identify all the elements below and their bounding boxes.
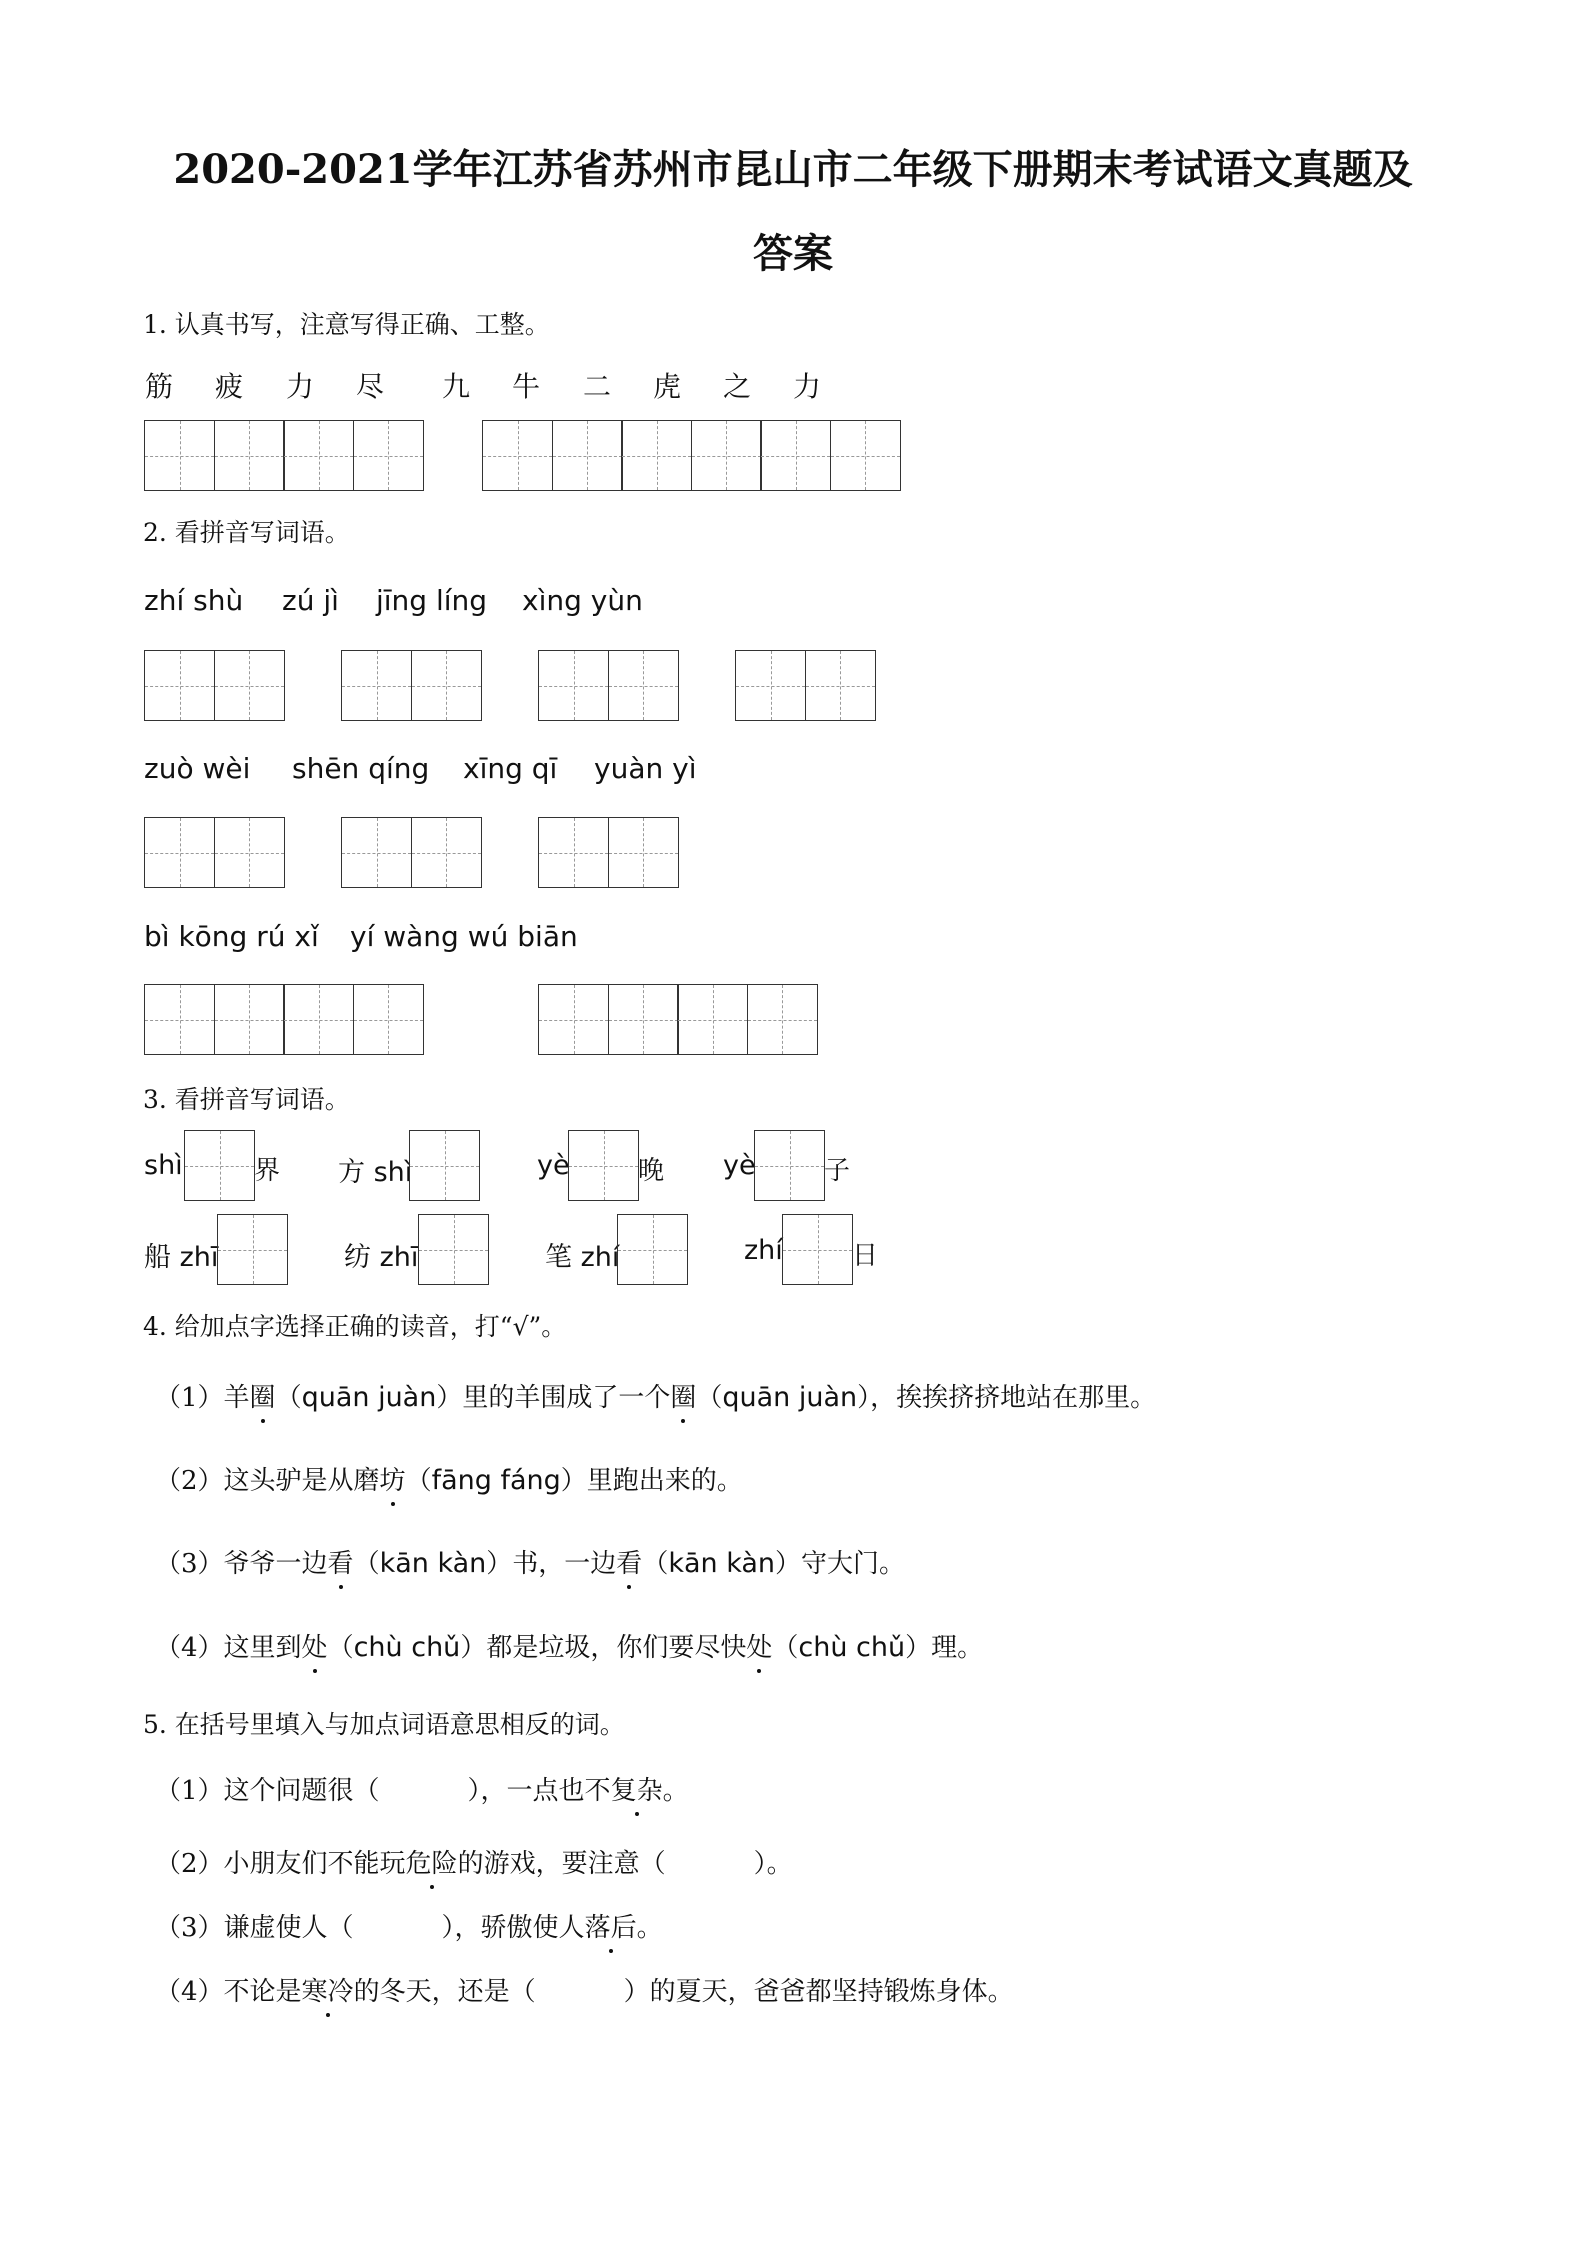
pinyin-label: zhí shù xyxy=(144,584,244,617)
tian-grid-cell[interactable] xyxy=(608,650,679,721)
page-title: 2020-2021学年江苏省苏州市昆山市二年级下册期末考试语文真题及 xyxy=(173,146,1413,193)
q1-char: 筋 xyxy=(145,370,174,403)
writing-grid-q3[interactable] xyxy=(217,1214,288,1285)
q3-prefix: yè xyxy=(537,1150,570,1181)
pinyin-label: jīng líng xyxy=(376,584,488,617)
tian-grid-cell[interactable] xyxy=(144,420,215,491)
tian-grid-cell[interactable] xyxy=(214,984,285,1055)
dotted-character: 看 xyxy=(327,1549,354,1579)
q1-char: 力 xyxy=(286,370,315,403)
q4-sentence-1: （1）羊圈（quān juàn）里的羊围成了一个圈（quān juàn），挨挨挤挤地站在那里。 xyxy=(155,1382,1157,1413)
tian-grid-cell[interactable] xyxy=(568,1130,639,1201)
tian-grid-cell[interactable] xyxy=(691,420,762,491)
q3-prefix: 笔 zhí xyxy=(545,1242,620,1273)
q5-sentence-2: （2）小朋友们不能玩危险的游戏，要注意（ ）。 xyxy=(155,1849,793,1879)
q3-prefix: shì xyxy=(144,1150,183,1181)
q3-suffix: 晚 xyxy=(638,1156,665,1186)
tian-grid-cell[interactable] xyxy=(418,1214,489,1285)
pinyin-choice[interactable]: quān juàn xyxy=(722,1382,858,1413)
tian-grid-cell[interactable] xyxy=(735,650,806,721)
q1-char: 二 xyxy=(583,370,612,403)
question-1-heading: 1. 认真书写，注意写得正确、工整。 xyxy=(143,310,550,339)
tian-grid-cell[interactable] xyxy=(217,1214,288,1285)
pinyin-label: bì kōng rú xǐ xyxy=(144,920,319,953)
writing-grid-q2[interactable] xyxy=(538,817,679,888)
question-2-heading: 2. 看拼音写词语。 xyxy=(143,518,350,547)
tian-grid-cell[interactable] xyxy=(782,1214,853,1285)
pinyin-label: xīng qī xyxy=(463,752,558,785)
pinyin-choice[interactable]: fāng fáng xyxy=(431,1465,561,1496)
tian-grid-cell[interactable] xyxy=(760,420,831,491)
tian-grid-cell[interactable] xyxy=(805,650,876,721)
question-4-heading: 4. 给加点字选择正确的读音，打“√”。 xyxy=(143,1312,567,1341)
pinyin-choice[interactable]: chù chǔ xyxy=(353,1632,461,1663)
tian-grid-cell[interactable] xyxy=(341,650,412,721)
tian-grid-cell[interactable] xyxy=(411,817,482,888)
tian-grid-cell[interactable] xyxy=(283,984,354,1055)
tian-grid-cell[interactable] xyxy=(538,650,609,721)
q1-char: 尽 xyxy=(356,370,385,403)
tian-grid-cell[interactable] xyxy=(144,817,215,888)
q5-sentence-3: （3）谦虚使人（ ），骄傲使人落后。 xyxy=(155,1913,663,1943)
tian-grid-cell[interactable] xyxy=(353,984,424,1055)
tian-grid-cell[interactable] xyxy=(538,817,609,888)
dotted-character: 圈 xyxy=(249,1383,276,1413)
writing-grid-q2[interactable] xyxy=(735,650,876,721)
writing-grid-q3[interactable] xyxy=(782,1214,853,1285)
writing-grid-q2[interactable] xyxy=(538,984,818,1055)
writing-grid-q2[interactable] xyxy=(341,817,482,888)
q3-suffix: 界 xyxy=(254,1156,281,1186)
writing-grid-q3[interactable] xyxy=(418,1214,489,1285)
tian-grid-cell[interactable] xyxy=(214,817,285,888)
writing-grid-q2[interactable] xyxy=(144,650,285,721)
writing-grid-q1-b[interactable] xyxy=(482,420,901,491)
dotted-character: 处 xyxy=(746,1633,773,1663)
dotted-character: 圈 xyxy=(670,1383,697,1413)
q1-char: 疲 xyxy=(215,370,244,403)
tian-grid-cell[interactable] xyxy=(411,650,482,721)
dotted-word: 复杂 xyxy=(610,1776,663,1806)
pinyin-label: shēn qíng xyxy=(292,752,430,785)
q1-char: 虎 xyxy=(653,370,682,403)
pinyin-choice[interactable]: quān juàn xyxy=(301,1382,437,1413)
q3-suffix: 日 xyxy=(852,1241,879,1271)
pinyin-label: zú jì xyxy=(282,584,339,617)
q3-prefix: 船 zhī xyxy=(144,1242,219,1273)
q3-prefix: 方 shì xyxy=(338,1157,413,1188)
q3-prefix: 纺 zhī xyxy=(344,1242,419,1273)
q3-suffix: 子 xyxy=(824,1156,851,1186)
pinyin-choice[interactable]: chù chǔ xyxy=(798,1632,906,1663)
tian-grid-cell[interactable] xyxy=(830,420,901,491)
q4-sentence-3: （3）爷爷一边看（kān kàn）书，一边看（kān kàn）守大门。 xyxy=(155,1548,906,1579)
writing-grid-q3[interactable] xyxy=(617,1214,688,1285)
tian-grid-cell[interactable] xyxy=(677,984,748,1055)
tian-grid-cell[interactable] xyxy=(353,420,424,491)
dotted-character: 处 xyxy=(301,1633,328,1663)
tian-grid-cell[interactable] xyxy=(144,650,215,721)
tian-grid-cell[interactable] xyxy=(214,420,285,491)
question-3-heading: 3. 看拼音写词语。 xyxy=(143,1085,350,1114)
tian-grid-cell[interactable] xyxy=(617,1214,688,1285)
pinyin-label: yuàn yì xyxy=(594,752,697,785)
tian-grid-cell[interactable] xyxy=(552,420,623,491)
writing-grid-q2[interactable] xyxy=(144,984,424,1055)
q3-prefix: zhí xyxy=(744,1235,783,1266)
writing-grid-q2[interactable] xyxy=(144,817,285,888)
q3-prefix: yè xyxy=(723,1150,756,1181)
tian-grid-cell[interactable] xyxy=(184,1130,255,1201)
tian-grid-cell[interactable] xyxy=(409,1130,480,1201)
tian-grid-cell[interactable] xyxy=(747,984,818,1055)
tian-grid-cell[interactable] xyxy=(608,984,679,1055)
q1-char: 牛 xyxy=(512,370,541,403)
q1-char: 九 xyxy=(442,370,471,403)
dotted-word: 寒冷 xyxy=(301,1977,354,2007)
q1-char: 之 xyxy=(723,370,752,403)
tian-grid-cell[interactable] xyxy=(214,650,285,721)
pinyin-label: zuò wèi xyxy=(144,752,251,785)
tian-grid-cell[interactable] xyxy=(754,1130,825,1201)
tian-grid-cell[interactable] xyxy=(621,420,692,491)
dotted-character: 看 xyxy=(616,1549,643,1579)
dotted-character: 坊 xyxy=(379,1466,406,1496)
tian-grid-cell[interactable] xyxy=(608,817,679,888)
tian-grid-cell[interactable] xyxy=(538,984,609,1055)
writing-grid-q3[interactable] xyxy=(409,1130,480,1201)
dotted-word: 危险 xyxy=(405,1849,458,1879)
writing-grid-q3[interactable] xyxy=(568,1130,639,1201)
writing-grid-q2[interactable] xyxy=(538,650,679,721)
q4-sentence-2: （2）这头驴是从磨坊（fāng fáng）里跑出来的。 xyxy=(155,1465,743,1496)
q5-sentence-4: （4）不论是寒冷的冬天，还是（ ）的夏天，爸爸都坚持锻炼身体。 xyxy=(155,1977,1014,2007)
q1-char: 力 xyxy=(793,370,822,403)
question-5-heading: 5. 在括号里填入与加点词语意思相反的词。 xyxy=(143,1710,625,1739)
writing-grid-q3[interactable] xyxy=(184,1130,255,1201)
q4-sentence-4: （4）这里到处（chù chǔ）都是垃圾，你们要尽快处（chù chǔ）理。 xyxy=(155,1632,984,1663)
writing-grid-q1-a[interactable] xyxy=(144,420,424,491)
tian-grid-cell[interactable] xyxy=(283,420,354,491)
pinyin-label: xìng yùn xyxy=(522,584,643,617)
pinyin-choice[interactable]: kān kàn xyxy=(379,1548,487,1579)
dotted-word: 落后 xyxy=(584,1913,637,1943)
pinyin-choice[interactable]: kān kàn xyxy=(668,1548,776,1579)
tian-grid-cell[interactable] xyxy=(341,817,412,888)
writing-grid-q3[interactable] xyxy=(754,1130,825,1201)
tian-grid-cell[interactable] xyxy=(482,420,553,491)
writing-grid-q2[interactable] xyxy=(341,650,482,721)
tian-grid-cell[interactable] xyxy=(144,984,215,1055)
pinyin-label: yí wàng wú biān xyxy=(350,920,578,953)
page-title-continued: 答案 xyxy=(753,230,833,277)
q5-sentence-1: （1）这个问题很（ ），一点也不复杂。 xyxy=(155,1776,689,1806)
